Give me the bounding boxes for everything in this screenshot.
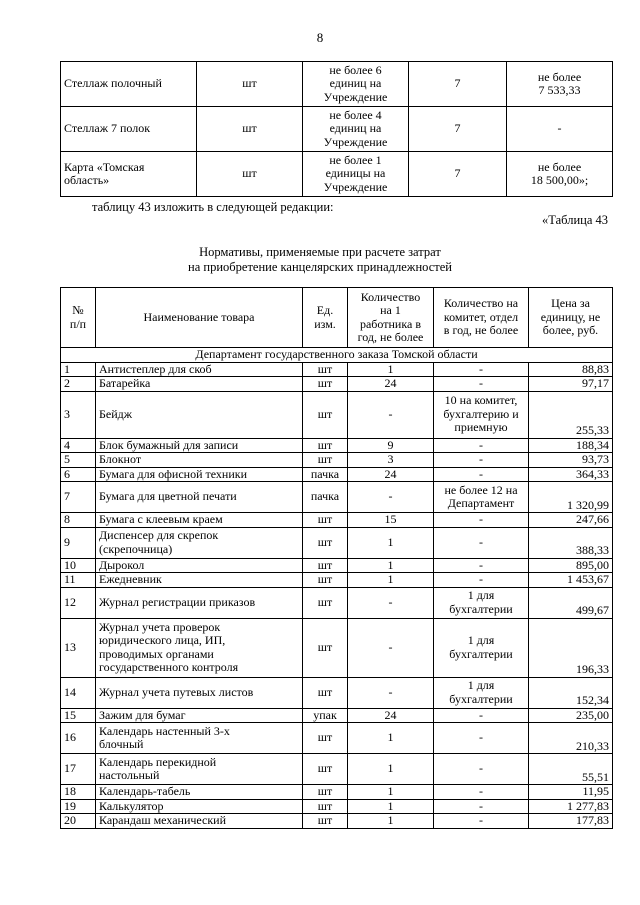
- section-row: [61, 348, 613, 363]
- item-unit: шт: [303, 587, 348, 618]
- table-row: [61, 62, 613, 107]
- item-name: Стеллаж 7 полок: [61, 107, 197, 152]
- table-row: [61, 799, 613, 814]
- item-price: 247,66: [529, 513, 613, 528]
- row-number: 7: [61, 482, 96, 513]
- item-unit: шт: [303, 558, 348, 573]
- item-quantity: не более 4 единиц на Учреждение: [303, 107, 409, 152]
- table-row: [61, 152, 613, 197]
- item-unit: шт: [303, 527, 348, 558]
- item-qty-per-committee: -: [434, 453, 529, 468]
- header-qty-per-committee: Количество на комитет, отдел в год, не более: [434, 288, 529, 348]
- item-price: 97,17: [529, 377, 613, 392]
- item-unit: шт: [197, 62, 303, 107]
- row-number: 20: [61, 814, 96, 829]
- row-number: 13: [61, 618, 96, 677]
- item-qty-per-worker: 24: [348, 708, 434, 723]
- table-row: [61, 377, 613, 392]
- item-qty-per-worker: 15: [348, 513, 434, 528]
- table-header-row: [61, 288, 613, 348]
- page-number: 8: [316, 30, 324, 45]
- table-row: [61, 785, 613, 800]
- item-qty-per-committee: -: [434, 708, 529, 723]
- item-qty-per-committee: -: [434, 527, 529, 558]
- item-price: 93,73: [529, 453, 613, 468]
- item-qty-per-worker: 3: [348, 453, 434, 468]
- item-unit: шт: [303, 573, 348, 588]
- item-unit: шт: [197, 152, 303, 197]
- row-number: 18: [61, 785, 96, 800]
- item-price: 364,33: [529, 467, 613, 482]
- item-qty-per-committee: -: [434, 573, 529, 588]
- item-price: 152,34: [529, 677, 613, 708]
- row-number: 15: [61, 708, 96, 723]
- item-qty-per-committee: -: [434, 785, 529, 800]
- row-number: 19: [61, 799, 96, 814]
- item-name: Карта «Томская область»: [61, 152, 197, 197]
- item-price: 255,33: [529, 391, 613, 438]
- item-name: Диспенсер для скрепок (скрепочница): [96, 527, 303, 558]
- item-price: 895,00: [529, 558, 613, 573]
- item-price: 1 453,67: [529, 573, 613, 588]
- row-number: 5: [61, 453, 96, 468]
- table-row: [61, 391, 613, 438]
- item-qty-per-worker: 1: [348, 558, 434, 573]
- table-row: [61, 453, 613, 468]
- item-unit: шт: [303, 677, 348, 708]
- table-row: [61, 467, 613, 482]
- table-row: [61, 573, 613, 588]
- table-row: [61, 618, 613, 677]
- row-number: 14: [61, 677, 96, 708]
- item-unit: шт: [303, 618, 348, 677]
- item-price: 11,95: [529, 785, 613, 800]
- item-qty-per-worker: 1: [348, 814, 434, 829]
- item-qty-per-worker: 24: [348, 467, 434, 482]
- item-unit: шт: [303, 453, 348, 468]
- table-row: [61, 362, 613, 377]
- item-col4: 7: [409, 152, 507, 197]
- item-qty-per-committee: -: [434, 814, 529, 829]
- stationery-norms-table: [60, 287, 613, 829]
- header-name: Наименование товара: [96, 288, 303, 348]
- item-price: 210,33: [529, 723, 613, 754]
- item-unit: шт: [303, 362, 348, 377]
- item-qty-per-worker: -: [348, 677, 434, 708]
- item-name: Батарейка: [96, 377, 303, 392]
- row-number: 10: [61, 558, 96, 573]
- item-unit: пачка: [303, 482, 348, 513]
- table-row: [61, 814, 613, 829]
- item-name: Журнал учета путевых листов: [96, 677, 303, 708]
- item-qty-per-committee: 1 для бухгалтерии: [434, 587, 529, 618]
- item-qty-per-committee: -: [434, 723, 529, 754]
- row-number: 3: [61, 391, 96, 438]
- item-price: не более 18 500,00»;: [507, 152, 613, 197]
- item-name: Карандаш механический: [96, 814, 303, 829]
- table-row: [61, 558, 613, 573]
- continued-table: [60, 61, 613, 197]
- item-qty-per-committee: 10 на комитет, бухгалтерию и приемную: [434, 391, 529, 438]
- row-number: 11: [61, 573, 96, 588]
- item-price: 235,00: [529, 708, 613, 723]
- table-heading: Нормативы, применяемые при расчете затрат на приобретение канцелярских принадлежностей: [188, 245, 452, 274]
- item-unit: шт: [303, 513, 348, 528]
- item-unit: шт: [303, 438, 348, 453]
- item-name: Дырокол: [96, 558, 303, 573]
- item-name: Бумага для цветной печати: [96, 482, 303, 513]
- item-price: 1 320,99: [529, 482, 613, 513]
- item-unit: шт: [303, 391, 348, 438]
- item-name: Календарь настенный 3-х блочный: [96, 723, 303, 754]
- item-qty-per-worker: 9: [348, 438, 434, 453]
- item-name: Бейдж: [96, 391, 303, 438]
- item-name: Калькулятор: [96, 799, 303, 814]
- item-price: -: [507, 107, 613, 152]
- item-qty-per-committee: 1 для бухгалтерии: [434, 618, 529, 677]
- item-unit: пачка: [303, 467, 348, 482]
- row-number: 1: [61, 362, 96, 377]
- item-name: Бумага для офисной техники: [96, 467, 303, 482]
- item-name: Журнал учета проверок юридического лица, ИП, проводимых органами государственного контроля: [96, 618, 303, 677]
- item-price: не более 7 533,33: [507, 62, 613, 107]
- item-unit: шт: [303, 723, 348, 754]
- item-name: Антистеплер для скоб: [96, 362, 303, 377]
- row-number: 12: [61, 587, 96, 618]
- table-label: «Таблица 43: [542, 213, 608, 227]
- item-qty-per-worker: 1: [348, 785, 434, 800]
- item-col4: 7: [409, 62, 507, 107]
- item-qty-per-committee: -: [434, 438, 529, 453]
- item-unit: шт: [303, 754, 348, 785]
- item-qty-per-committee: -: [434, 558, 529, 573]
- item-qty-per-committee: -: [434, 467, 529, 482]
- header-price: Цена за единицу, не более, руб.: [529, 288, 613, 348]
- item-qty-per-worker: 1: [348, 362, 434, 377]
- table-row: [61, 107, 613, 152]
- item-unit: шт: [303, 799, 348, 814]
- item-name: Календарь-табель: [96, 785, 303, 800]
- row-number: 6: [61, 467, 96, 482]
- item-price: 55,51: [529, 754, 613, 785]
- table-row: [61, 754, 613, 785]
- item-name: Зажим для бумаг: [96, 708, 303, 723]
- table-row: [61, 723, 613, 754]
- table-row: [61, 677, 613, 708]
- item-price: 188,34: [529, 438, 613, 453]
- item-price: 388,33: [529, 527, 613, 558]
- item-qty-per-worker: 24: [348, 377, 434, 392]
- row-number: 8: [61, 513, 96, 528]
- item-qty-per-worker: 1: [348, 799, 434, 814]
- row-number: 9: [61, 527, 96, 558]
- item-qty-per-committee: -: [434, 362, 529, 377]
- table-row: [61, 587, 613, 618]
- item-qty-per-committee: не более 12 на Департамент: [434, 482, 529, 513]
- table-row: [61, 527, 613, 558]
- item-price: 88,83: [529, 362, 613, 377]
- item-qty-per-committee: 1 для бухгалтерии: [434, 677, 529, 708]
- row-number: 17: [61, 754, 96, 785]
- row-number: 4: [61, 438, 96, 453]
- table-row: [61, 438, 613, 453]
- item-qty-per-worker: -: [348, 482, 434, 513]
- table-row: [61, 482, 613, 513]
- item-unit: шт: [303, 377, 348, 392]
- item-qty-per-worker: 1: [348, 573, 434, 588]
- header-unit: Ед. изм.: [303, 288, 348, 348]
- item-qty-per-worker: -: [348, 587, 434, 618]
- item-price: 177,83: [529, 814, 613, 829]
- item-unit: шт: [197, 107, 303, 152]
- item-qty-per-worker: -: [348, 391, 434, 438]
- item-price: 1 277,83: [529, 799, 613, 814]
- item-qty-per-worker: -: [348, 618, 434, 677]
- item-qty-per-committee: -: [434, 754, 529, 785]
- header-num: № п/п: [61, 288, 96, 348]
- item-unit: упак: [303, 708, 348, 723]
- item-quantity: не более 6 единиц на Учреждение: [303, 62, 409, 107]
- item-name: Журнал регистрации приказов: [96, 587, 303, 618]
- section-title: Департамент государственного заказа Томской области: [61, 348, 613, 363]
- item-qty-per-worker: 1: [348, 723, 434, 754]
- item-name: Блокнот: [96, 453, 303, 468]
- item-price: 499,67: [529, 587, 613, 618]
- table-row: [61, 708, 613, 723]
- item-qty-per-committee: -: [434, 377, 529, 392]
- row-number: 16: [61, 723, 96, 754]
- item-unit: шт: [303, 785, 348, 800]
- item-col4: 7: [409, 107, 507, 152]
- item-price: 196,33: [529, 618, 613, 677]
- item-unit: шт: [303, 814, 348, 829]
- item-name: Календарь перекидной настольный: [96, 754, 303, 785]
- instruction-paragraph: таблицу 43 изложить в следующей редакции:: [92, 200, 334, 214]
- item-qty-per-worker: 1: [348, 754, 434, 785]
- header-qty-per-worker: Количество на 1 работника в год, не более: [348, 288, 434, 348]
- item-quantity: не более 1 единицы на Учреждение: [303, 152, 409, 197]
- item-name: Стеллаж полочный: [61, 62, 197, 107]
- row-number: 2: [61, 377, 96, 392]
- item-qty-per-worker: 1: [348, 527, 434, 558]
- item-name: Бумага с клеевым краем: [96, 513, 303, 528]
- table-row: [61, 513, 613, 528]
- item-name: Блок бумажный для записи: [96, 438, 303, 453]
- item-name: Ежедневник: [96, 573, 303, 588]
- item-qty-per-committee: -: [434, 513, 529, 528]
- item-qty-per-committee: -: [434, 799, 529, 814]
